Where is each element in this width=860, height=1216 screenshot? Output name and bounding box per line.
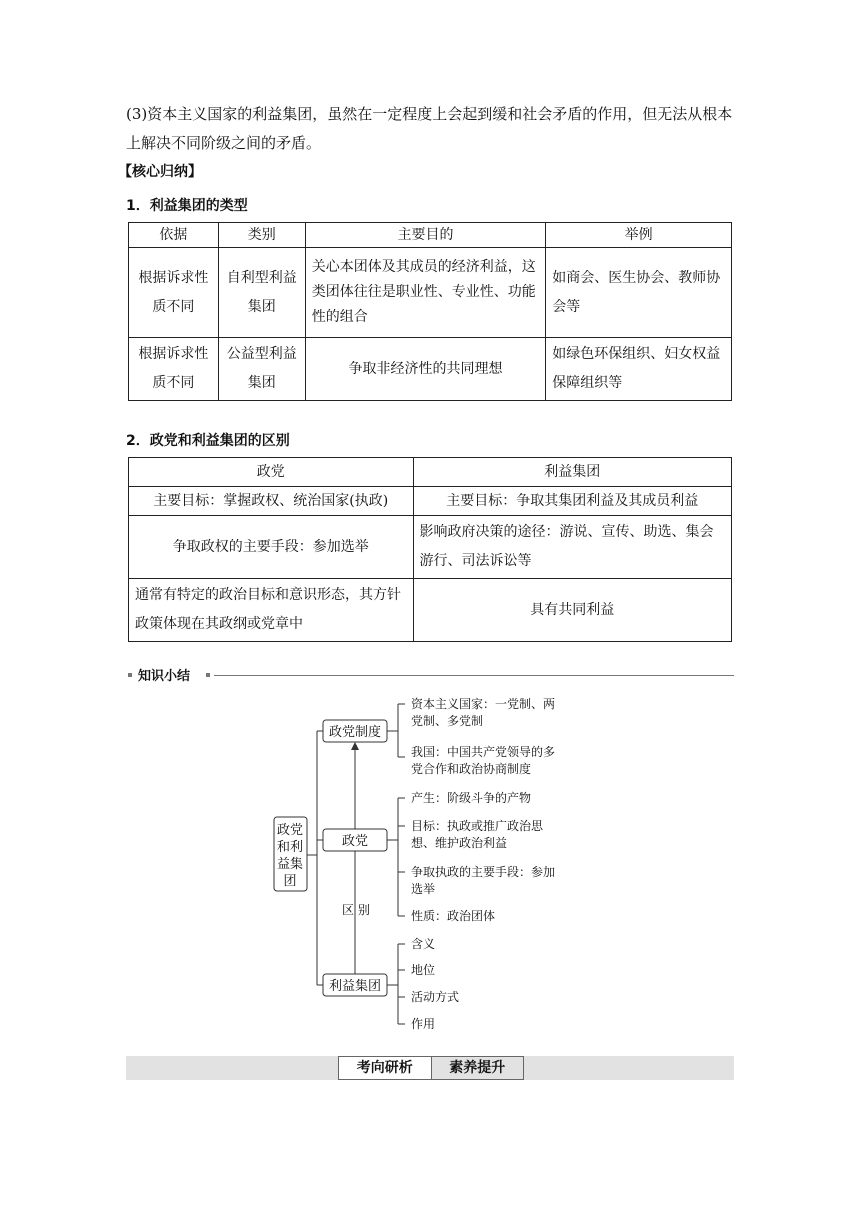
root-node-line: 团 — [283, 874, 297, 889]
section2-title: 2．政党和利益集团的区别 — [126, 433, 290, 449]
node-party-system: 政党制度 — [328, 725, 382, 740]
table-cell: 主要目标：争取其集团利益及其成员利益 — [413, 487, 731, 516]
leaf-text: 想、维护政治利益 — [411, 836, 508, 850]
root-node-line: 和利 — [276, 840, 304, 855]
leaf-text: 选举 — [411, 882, 436, 896]
leaf-text: 产生：阶级斗争的产物 — [411, 791, 532, 805]
leaf-text: 作用 — [411, 1017, 436, 1031]
intro-line-2: 上解决不同阶级之间的矛盾。 — [126, 134, 322, 152]
table-cell: 具有共同利益 — [413, 579, 731, 642]
table-cell: 主要目标：掌握政权、统治国家(执政) — [129, 487, 414, 516]
table-cell: 如商会、医生协会、教师协会等 — [546, 248, 732, 338]
header-cell: 利益集团 — [413, 458, 731, 487]
leaf-text: 资本主义国家：一党制、两 — [411, 697, 556, 711]
leaf-text: 我国：中国共产党领导的多 — [411, 745, 556, 759]
table-cell: 如绿色环保组织、妇女权益保障组织等 — [546, 338, 732, 401]
table-cell: 影响政府决策的途径：游说、宣传、助选、集会游行、司法诉讼等 — [413, 516, 731, 579]
relation-label: 区 别 — [342, 903, 370, 917]
table-cell: 公益型利益集团 — [218, 338, 305, 401]
table-cell: 根据诉求性质不同 — [129, 338, 219, 401]
leaf-text: 含义 — [411, 937, 436, 951]
banner-left-label: 考向研析 — [356, 1060, 413, 1076]
header-cell: 举例 — [546, 223, 732, 248]
header-cell: 类别 — [218, 223, 305, 248]
table-cell: 自利型利益集团 — [218, 248, 305, 338]
root-node-line: 益集 — [276, 857, 304, 872]
header-cell: 政党 — [129, 458, 414, 487]
banner-box — [338, 1056, 524, 1080]
leaf-text: 地位 — [411, 963, 436, 977]
root-node-line: 政党 — [276, 823, 304, 838]
banner-right-label: 素养提升 — [431, 1057, 524, 1079]
intro-line-1: (3)资本主义国家的利益集团，虽然在一定程度上会起到缓和社会矛盾的作用，但无法从根本 — [126, 105, 733, 123]
table-cell: 争取非经济性的共同理想 — [305, 338, 546, 401]
table-cell: 通常有特定的政治目标和意识形态，其方针政策体现在其政纲或党章中 — [129, 579, 414, 642]
leaf-text: 争取执政的主要手段：参加 — [411, 865, 556, 879]
arrow-up-icon — [351, 742, 359, 750]
table-cell: 关心本团体及其成员的经济利益，这类团体往往是职业性、专业性、功能性的组合 — [305, 248, 546, 338]
leaf-text: 党合作和政治协商制度 — [411, 762, 532, 776]
header-cell: 依据 — [129, 223, 219, 248]
leaf-text: 目标：执政或推广政治思 — [411, 819, 544, 833]
table-cell: 根据诉求性质不同 — [129, 248, 219, 338]
summary-title: 知识小结 — [138, 669, 191, 684]
leaf-text: 党制、多党制 — [411, 714, 484, 728]
leaf-text: 性质：政治团体 — [411, 909, 496, 923]
section-banner — [126, 1056, 734, 1080]
node-interest-group: 利益集团 — [328, 979, 382, 994]
header-cell: 主要目的 — [305, 223, 546, 248]
node-party: 政党 — [341, 834, 369, 849]
leaf-text: 活动方式 — [411, 990, 460, 1004]
section1-title: 1．利益集团的类型 — [126, 198, 248, 214]
core-summary-label: 【核心归纳】 — [118, 164, 202, 180]
table-cell: 争取政权的主要手段：参加选举 — [129, 516, 414, 579]
